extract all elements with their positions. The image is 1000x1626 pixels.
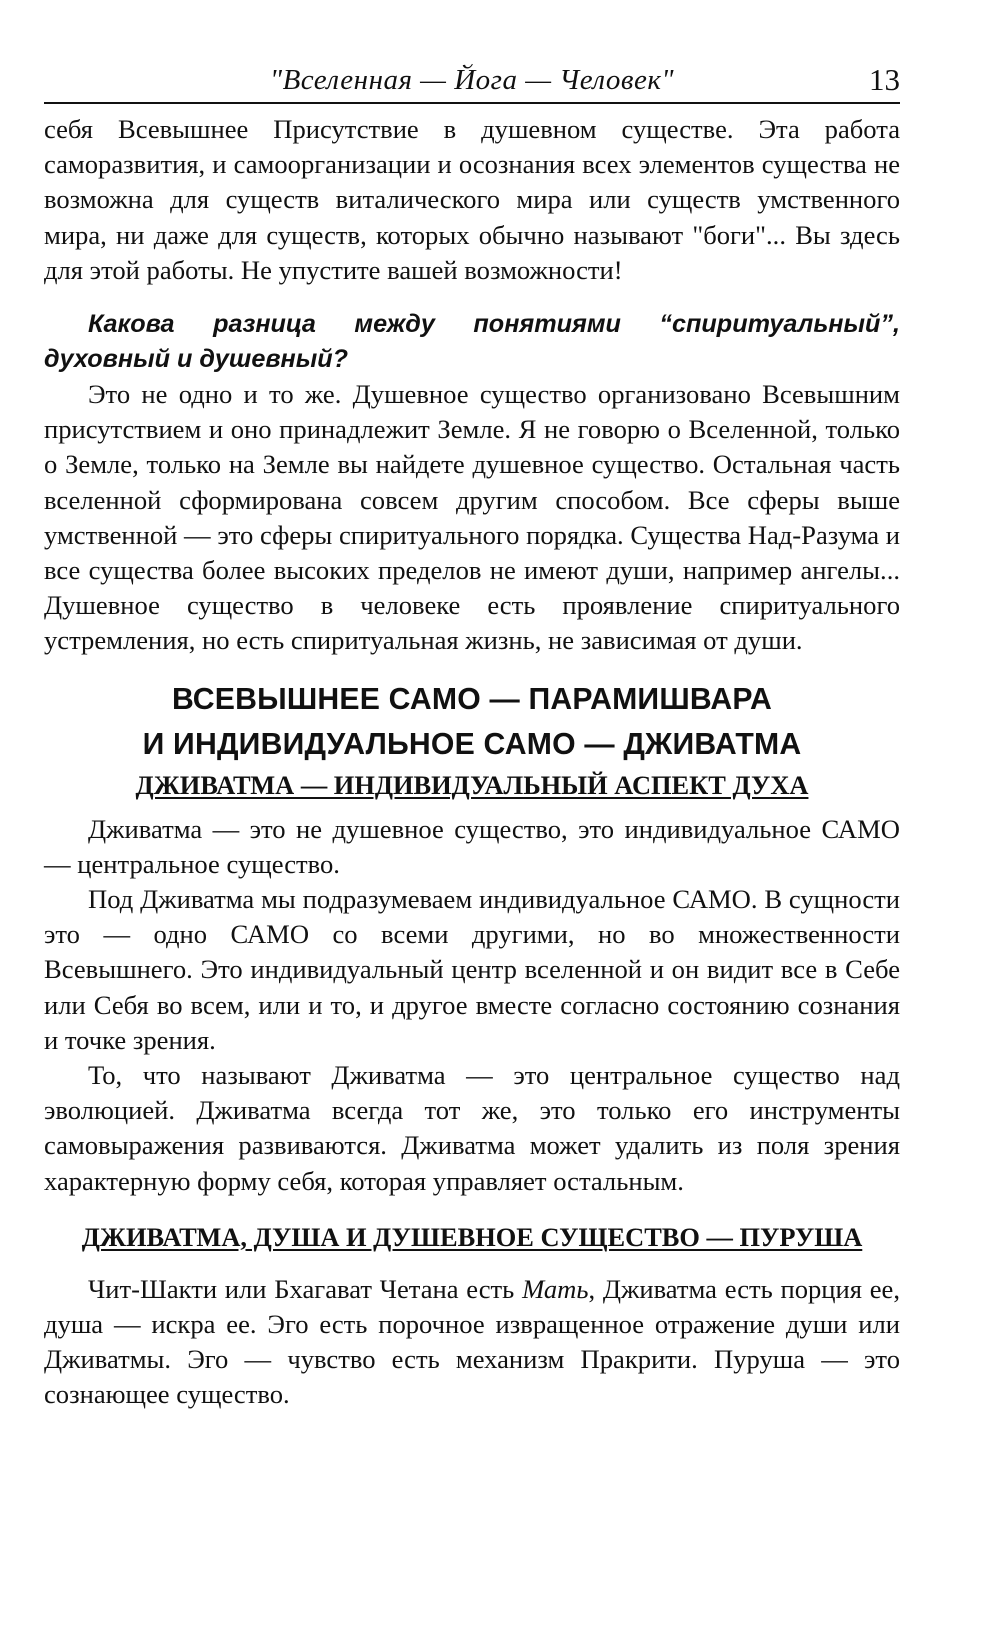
paragraph-chit-shakti-start: Чит-Шакти или Бхагават Четана есть (88, 1273, 523, 1304)
paragraph-chit-shakti (44, 1272, 900, 1413)
question-heading: Какова разница между понятиями “спиритуальный”, духовный и душевный? (44, 310, 900, 374)
section-subheading-jivatma: ДЖИВАТМА — ИНДИВИДУАЛЬНЫЙ АСПЕКТ ДУХА (135, 769, 809, 800)
section-subheading-purusha: ДЖИВАТМА, ДУША И ДУШЕВНОЕ СУЩЕСТВО — ПУРУША (81, 1221, 863, 1252)
body-text (44, 112, 900, 1413)
running-header (44, 58, 900, 104)
paragraph-chit-shakti-end: , Дживатма есть порция ее, душа — искра ее. Эго есть порочное извращенное отражение души или Дживатмы. Эго — чувство есть механизм Пракрити. Пуруша — это сознающее существо. (44, 1273, 900, 1410)
paragraph-jivatma-definition: Дживатма — это не душевное существо, это индивидуальное САМО — центральное существо. (44, 813, 900, 879)
chapter-title-line-1: ВСЕВЫШНЕЕ САМО — ПАРАМИШВАРА (171, 682, 773, 716)
paragraph-continuation: себя Всевышнее Присутствие в душевном существе. Эта работа саморазвития, и самоорганизации и осознания всех элементов существа не возможна для существ виталического мира или существ умственного мира, ни даже для существ, которых обычно называют "боги"... Вы здесь для этой работы. Не упустите вашей возможности! (44, 114, 900, 285)
page-number: 13 (869, 62, 900, 97)
paragraph-jivatma-meaning: Под Дживатма мы подразумеваем индивидуальное САМО. В сущности это — одно САМО со всеми другими, но во множественности Всевышнего. Это индивидуальный центр вселенной и он видит все в Себе или Себя во всем, или и то, и другое вместе согласно состоянию сознания и точке зрения. (44, 884, 900, 1055)
paragraph-jivatma-central-being: То, что называют Дживатма — это центральное существо над эволюцией. Дживатма всегда тот же, это только его инструменты самовыражения развиваются. Дживатма может удалить из поля зрения характерную форму себя, которая управляет остальным. (44, 1060, 900, 1196)
chapter-title (44, 677, 900, 767)
emphasis-mother: Мать (522, 1273, 589, 1304)
chapter-title-line-2: И ИНДИВИДУАЛЬНОЕ САМО — ДЖИВАТМА (142, 727, 802, 761)
book-page (44, 58, 900, 1413)
answer-paragraph: Это не одно и то же. Душевное существо организовано Всевышним присутствием и оно принадлежит Земле. Я не говорю о Вселенной, только о Земле, только на Земле вы найдете душевное существо. Остальная часть вселенной сформирована совсем другим способом. Все сферы выше умственной — это сферы спиритуального порядка. Существа Над-Разума и все существа более высоких пределов не имеют души, например ангелы... Душевное существо в человеке есть проявление спиритуального устремления, но есть спиритуальная жизнь, не зависимая от души. (44, 379, 900, 656)
running-title: "Вселенная — Йога — Человек" (269, 64, 675, 96)
